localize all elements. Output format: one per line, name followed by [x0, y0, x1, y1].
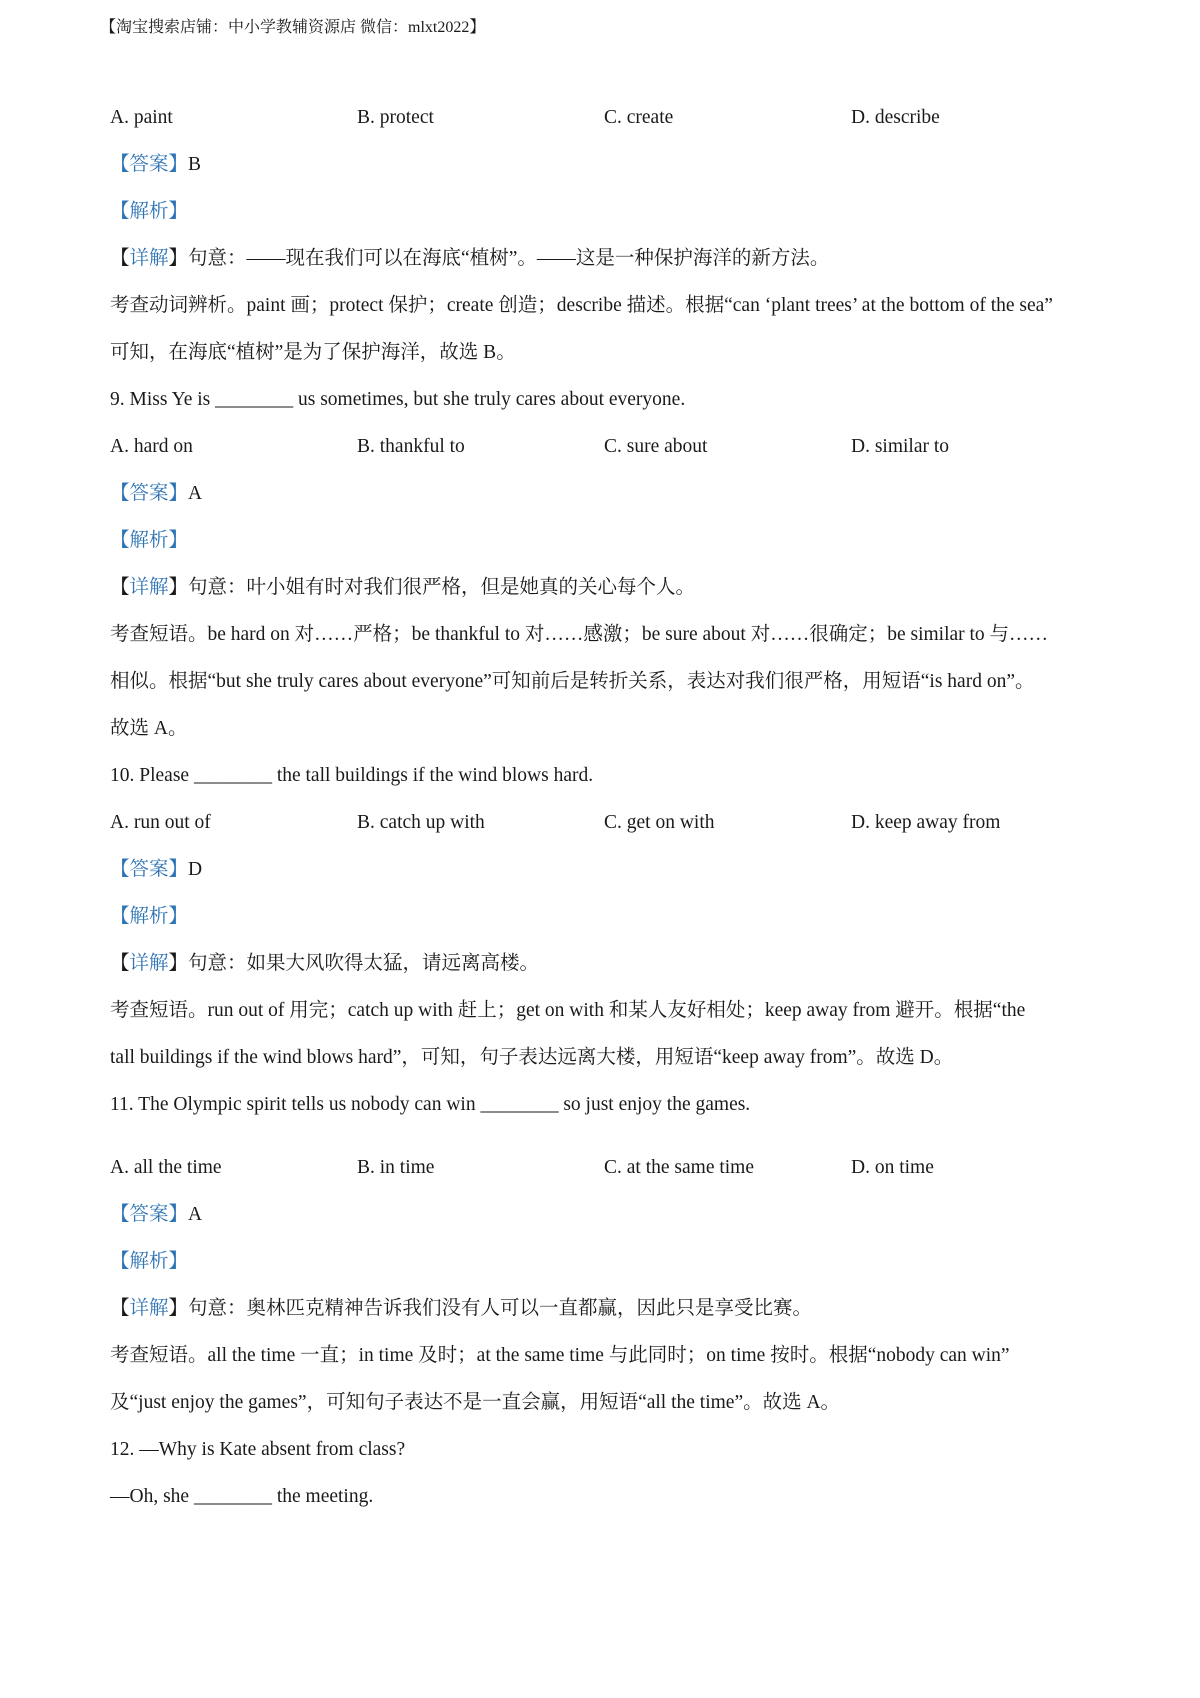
- q9-explain-2: 相似。根据“but she truly cares about everyone”可知前后是转折关系，表达对我们很严格，用短语“is hard on”。: [110, 671, 1035, 692]
- answer-label: 【答案】: [110, 154, 189, 175]
- detail-word: 详解: [129, 248, 169, 269]
- answer-label: 【答案】: [110, 1204, 189, 1225]
- q10-explain-2: tall buildings if the wind blows hard”，可知，句子表达远离大楼，用短语“keep away from”。故选 D。: [110, 1047, 954, 1068]
- q8-explain-2: 可知，在海底“植树”是为了保护海洋，故选 B。: [110, 342, 516, 363]
- q9-options: [110, 423, 1110, 470]
- q8-analysis-label: 【解析】: [110, 201, 189, 222]
- q12-stem-1: 12. —Why is Kate absent from class?: [110, 1439, 406, 1460]
- q8-answer: [110, 141, 1110, 188]
- q11-detail: [110, 1285, 1110, 1332]
- detail-close: 】: [168, 577, 189, 598]
- q11-stem: 11. The Olympic spirit tells us nobody can win ________ so just enjoy the games.: [110, 1094, 751, 1115]
- detail-open: 【: [110, 248, 130, 269]
- detail-text: 句意：叶小姐有时对我们很严格，但是她真的关心每个人。: [188, 577, 696, 598]
- detail-text: 句意：奥林匹克精神告诉我们没有人可以一直都赢，因此只是享受比赛。: [188, 1298, 813, 1319]
- document-body: [110, 94, 1110, 1520]
- option-d: D. describe: [851, 107, 940, 128]
- detail-close: 】: [168, 953, 189, 974]
- detail-open: 【: [110, 953, 130, 974]
- q10-detail: [110, 940, 1110, 987]
- option-d: D. keep away from: [851, 812, 1001, 833]
- q9-analysis-label: 【解析】: [110, 530, 189, 551]
- option-a: A. all the time: [110, 1157, 222, 1178]
- q8-options: [110, 94, 1110, 141]
- answer-value: D: [188, 859, 203, 880]
- option-b: B. catch up with: [357, 812, 485, 833]
- q12-stem-2: —Oh, she ________ the meeting.: [110, 1486, 374, 1507]
- q10-stem: 10. Please ________ the tall buildings if the wind blows hard.: [110, 765, 594, 786]
- q9-explain-1: 考查短语。be hard on 对……严格；be thankful to 对……感激；be sure about 对……很确定；be similar to 与……: [110, 624, 1049, 645]
- option-a: A. hard on: [110, 436, 193, 457]
- answer-value: A: [188, 1204, 203, 1225]
- detail-word: 详解: [129, 953, 169, 974]
- detail-open: 【: [110, 1298, 130, 1319]
- q9-stem: 9. Miss Ye is ________ us sometimes, but she truly cares about everyone.: [110, 389, 686, 410]
- option-c: C. get on with: [604, 812, 715, 833]
- q9-answer: [110, 470, 1110, 517]
- q8-explain-1: 考查动词辨析。paint 画；protect 保护；create 创造；describe 描述。根据“can ‘plant trees’ at the bottom of the sea”: [110, 295, 1053, 316]
- answer-value: A: [188, 483, 203, 504]
- q10-answer: [110, 846, 1110, 893]
- detail-word: 详解: [129, 1298, 169, 1319]
- q10-options: [110, 799, 1110, 846]
- option-b: B. protect: [357, 107, 434, 128]
- q11-explain-2: 及“just enjoy the games”，可知句子表达不是一直会赢，用短语“all the time”。故选 A。: [110, 1392, 841, 1413]
- option-c: C. create: [604, 107, 674, 128]
- detail-close: 】: [168, 248, 189, 269]
- option-d: D. similar to: [851, 436, 950, 457]
- detail-word: 详解: [129, 577, 169, 598]
- detail-close: 】: [168, 1298, 189, 1319]
- q9-detail: [110, 564, 1110, 611]
- q11-explain-1: 考查短语。all the time 一直；in time 及时；at the same time 与此同时；on time 按时。根据“nobody can win”: [110, 1345, 1010, 1366]
- q10-analysis-label: 【解析】: [110, 906, 189, 927]
- q11-answer: [110, 1191, 1110, 1238]
- option-a: A. run out of: [110, 812, 211, 833]
- q8-detail: [110, 235, 1110, 282]
- option-b: B. in time: [357, 1157, 435, 1178]
- q10-explain-1: 考查短语。run out of 用完；catch up with 赶上；get on with 和某人友好相处；keep away from 避开。根据“the: [110, 1000, 1026, 1021]
- option-c: C. sure about: [604, 436, 708, 457]
- option-b: B. thankful to: [357, 436, 465, 457]
- option-a: A. paint: [110, 107, 173, 128]
- q11-options: [110, 1128, 1110, 1191]
- detail-text: 句意：如果大风吹得太猛，请远离高楼。: [188, 953, 540, 974]
- answer-label: 【答案】: [110, 483, 189, 504]
- q9-explain-3: 故选 A。: [110, 718, 188, 739]
- detail-text: 句意：——现在我们可以在海底“植树”。——这是一种保护海洋的新方法。: [188, 248, 830, 269]
- q11-analysis-label: 【解析】: [110, 1251, 189, 1272]
- option-c: C. at the same time: [604, 1157, 755, 1178]
- option-d: D. on time: [851, 1157, 934, 1178]
- page-header-watermark: 【淘宝搜索店铺：中小学教辅资源店 微信：mlxt2022】: [100, 19, 486, 36]
- answer-value: B: [188, 154, 202, 175]
- detail-open: 【: [110, 577, 130, 598]
- answer-label: 【答案】: [110, 859, 189, 880]
